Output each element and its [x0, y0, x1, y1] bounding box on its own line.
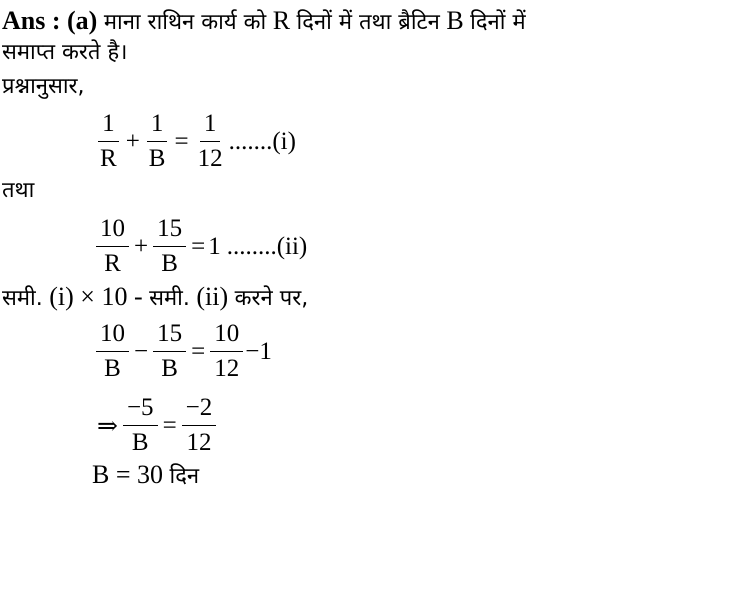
step-description: समी. (i) × 10 - समी. (ii) करने पर, — [2, 282, 309, 311]
answer-line-1 — [2, 6, 526, 38]
according-to-question: प्रश्नानुसार, — [2, 74, 85, 99]
equation-3: $\frac{10}{B}$ − $\frac{15}{B}$ = $\frac{10}{12}$ −1 — [94, 320, 272, 383]
variable-R: R — [272, 6, 291, 35]
text-segment: माना राथिन कार्य को — [103, 10, 267, 35]
equation-4: ⇒ $\frac{-5}{B}$ = $\frac{-2}{12}$ — [94, 394, 218, 457]
equation-1: $\frac{1}{R}$ + $\frac{1}{B}$ = $\frac{1}{12}$ .......(i) — [94, 110, 296, 173]
answer-label: Ans : (a) — [2, 6, 98, 35]
fraction: $\frac{1}{B}$ — [148, 110, 166, 172]
fraction: $\frac{15}{B}$ — [153, 320, 186, 383]
fraction: $\frac{10}{B}$ — [96, 320, 129, 383]
fraction: $\frac{-5}{B}$ — [123, 394, 158, 457]
tatha-text: तथा — [2, 178, 35, 203]
text-segment: दिनों में तथा ब्रैटिन — [296, 10, 440, 35]
fraction: $\frac{1}{12}$ — [197, 110, 223, 172]
equation-2: $\frac{10}{R}$ + $\frac{15}{B}$ = 1 ........(ii) — [94, 215, 307, 278]
equation-tag: ........(ii) — [226, 232, 308, 260]
variable-B: B — [446, 6, 464, 35]
fraction: $\frac{10}{R}$ — [96, 215, 129, 278]
implies-arrow: ⇒ — [97, 412, 118, 440]
fraction: $\frac{-2}{12}$ — [182, 394, 217, 457]
answer-line-2: समाप्त करते है। — [2, 40, 128, 65]
fraction: $\frac{10}{12}$ — [210, 320, 243, 383]
text-segment: दिनों में — [470, 10, 526, 35]
equation-tag: .......(i) — [228, 127, 296, 155]
fraction: $\frac{15}{B}$ — [153, 215, 186, 278]
final-result: B = 30 दिन — [92, 460, 200, 489]
fraction: $\frac{1}{R}$ — [100, 110, 117, 172]
